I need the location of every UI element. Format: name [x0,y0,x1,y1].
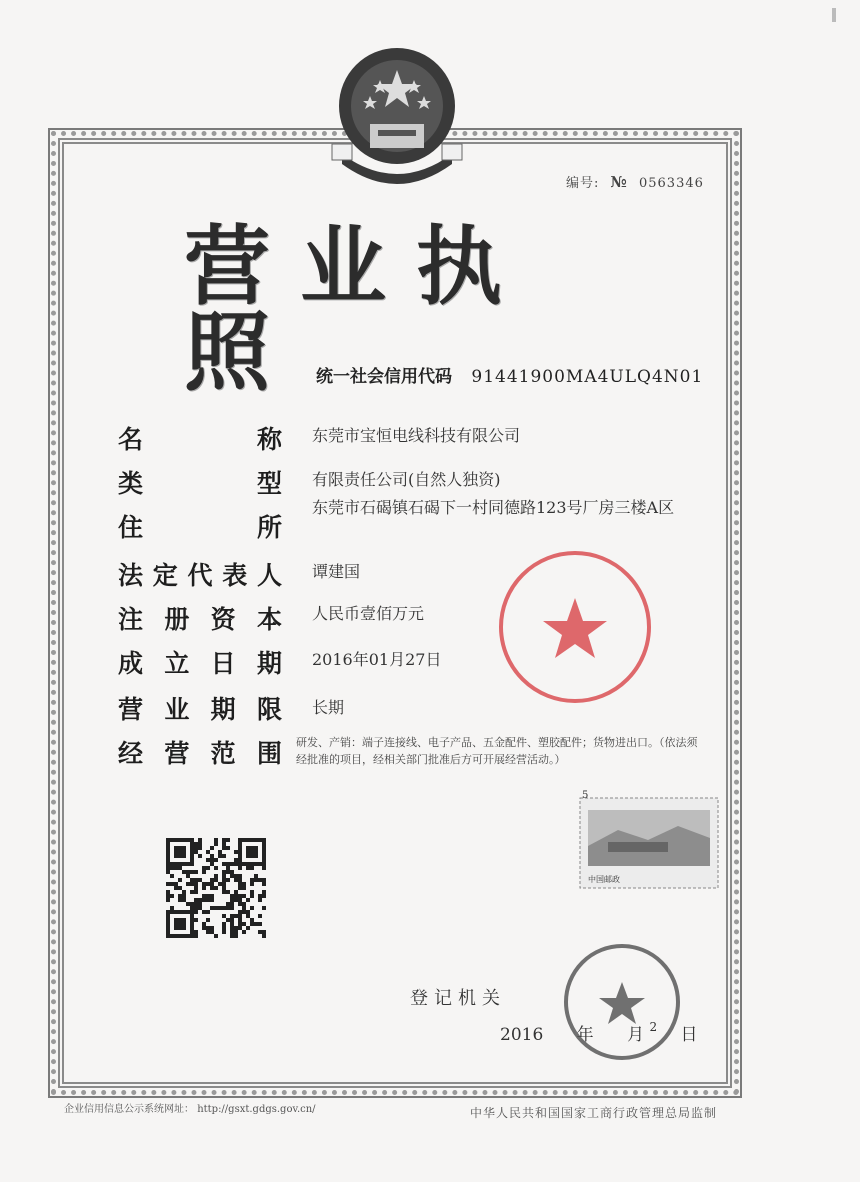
field-capital-label [118,600,282,636]
stamp-caption: 中国邮政 [588,875,620,884]
page-title: 营业执照 [184,217,532,403]
label-char: 表 [222,561,248,590]
label-char: 代 [187,561,213,590]
field-address-label [118,508,282,544]
qr-code-icon [166,838,266,938]
field-established-label [118,644,282,680]
field-type-value: 有限责任公司(自然人独资) [312,470,501,489]
field-name-label [118,420,282,456]
field-term-value: 长期 [312,698,345,717]
stamp-value: 5 [582,790,589,801]
serial-no-symbol: № [610,173,628,191]
label-char: 注 [118,605,144,634]
issue-day-unit: 日 [680,1025,698,1045]
field-scope-label [118,734,282,770]
issue-month: 2 [649,1020,658,1034]
label-char: 限 [256,695,282,724]
label-char: 营 [164,739,190,768]
label-char: 期 [210,695,236,724]
label-char: 日 [210,649,236,678]
authority-seal-icon [560,940,684,1064]
label-char: 型 [256,469,282,498]
field-type-label [118,464,282,500]
issue-year-unit: 年 [576,1025,594,1045]
field-scope-value: 研发、产销：端子连接线、电子产品、五金配件、塑胶配件；货物进出口。（依法须经批准的项目，经相关部门批准后方可开展经营活动。） [296,736,698,766]
issue-date [500,1020,698,1045]
label-char: 范 [210,739,236,768]
label-char: 本 [256,605,282,634]
serial-label: 编号: [566,176,600,191]
label-char: 册 [164,605,190,634]
company-seal-icon [494,546,656,708]
label-char: 立 [164,649,190,678]
credit-code-value: 91441900MA4ULQ4N01 [471,367,704,387]
field-legal-rep-value: 谭建国 [312,562,361,581]
label-char: 成 [118,649,144,678]
label-char: 定 [152,561,178,590]
serial-number [566,172,704,191]
serial-value: 0563346 [638,176,704,191]
label-char: 名 [118,425,144,454]
label-char: 经 [118,739,144,768]
postage-stamp-icon [578,790,720,890]
label-char: 业 [164,695,190,724]
field-term-label [118,690,282,726]
issue-year: 2016 [500,1025,544,1045]
label-char: 围 [256,739,282,768]
label-char: 住 [118,513,144,542]
label-char: 人 [256,561,282,590]
field-address-value: 东莞市石碣镇石碣下一村同德路123号厂房三楼A区 [312,498,675,517]
label-char: 所 [256,513,282,542]
registration-authority: 登记机关 [410,988,506,1009]
footer-url-label: 企业信用信息公示系统网址： [64,1104,194,1115]
footer-supervisor: 中华人民共和国国家工商行政管理总局监制 [470,1106,718,1120]
label-char: 称 [256,425,282,454]
field-legal-rep-label [118,556,282,592]
field-name-value: 东莞市宝恒电线科技有限公司 [312,426,521,445]
footer-url: http://gsxt.gdgs.gov.cn/ [197,1104,316,1115]
label-char: 法 [118,561,144,590]
field-capital-value: 人民币壹佰万元 [312,604,425,623]
national-emblem-icon [322,44,472,198]
label-char: 资 [210,605,236,634]
credit-code-label: 统一社会信用代码 [316,367,452,387]
label-char: 营 [118,695,144,724]
edge-mark [832,8,836,22]
footer-system-url [64,1100,316,1115]
label-char: 期 [256,649,282,678]
credit-code [316,362,703,387]
label-char: 类 [118,469,144,498]
issue-month-unit: 月 [627,1025,645,1045]
field-established-value: 2016年01月27日 [312,650,442,669]
